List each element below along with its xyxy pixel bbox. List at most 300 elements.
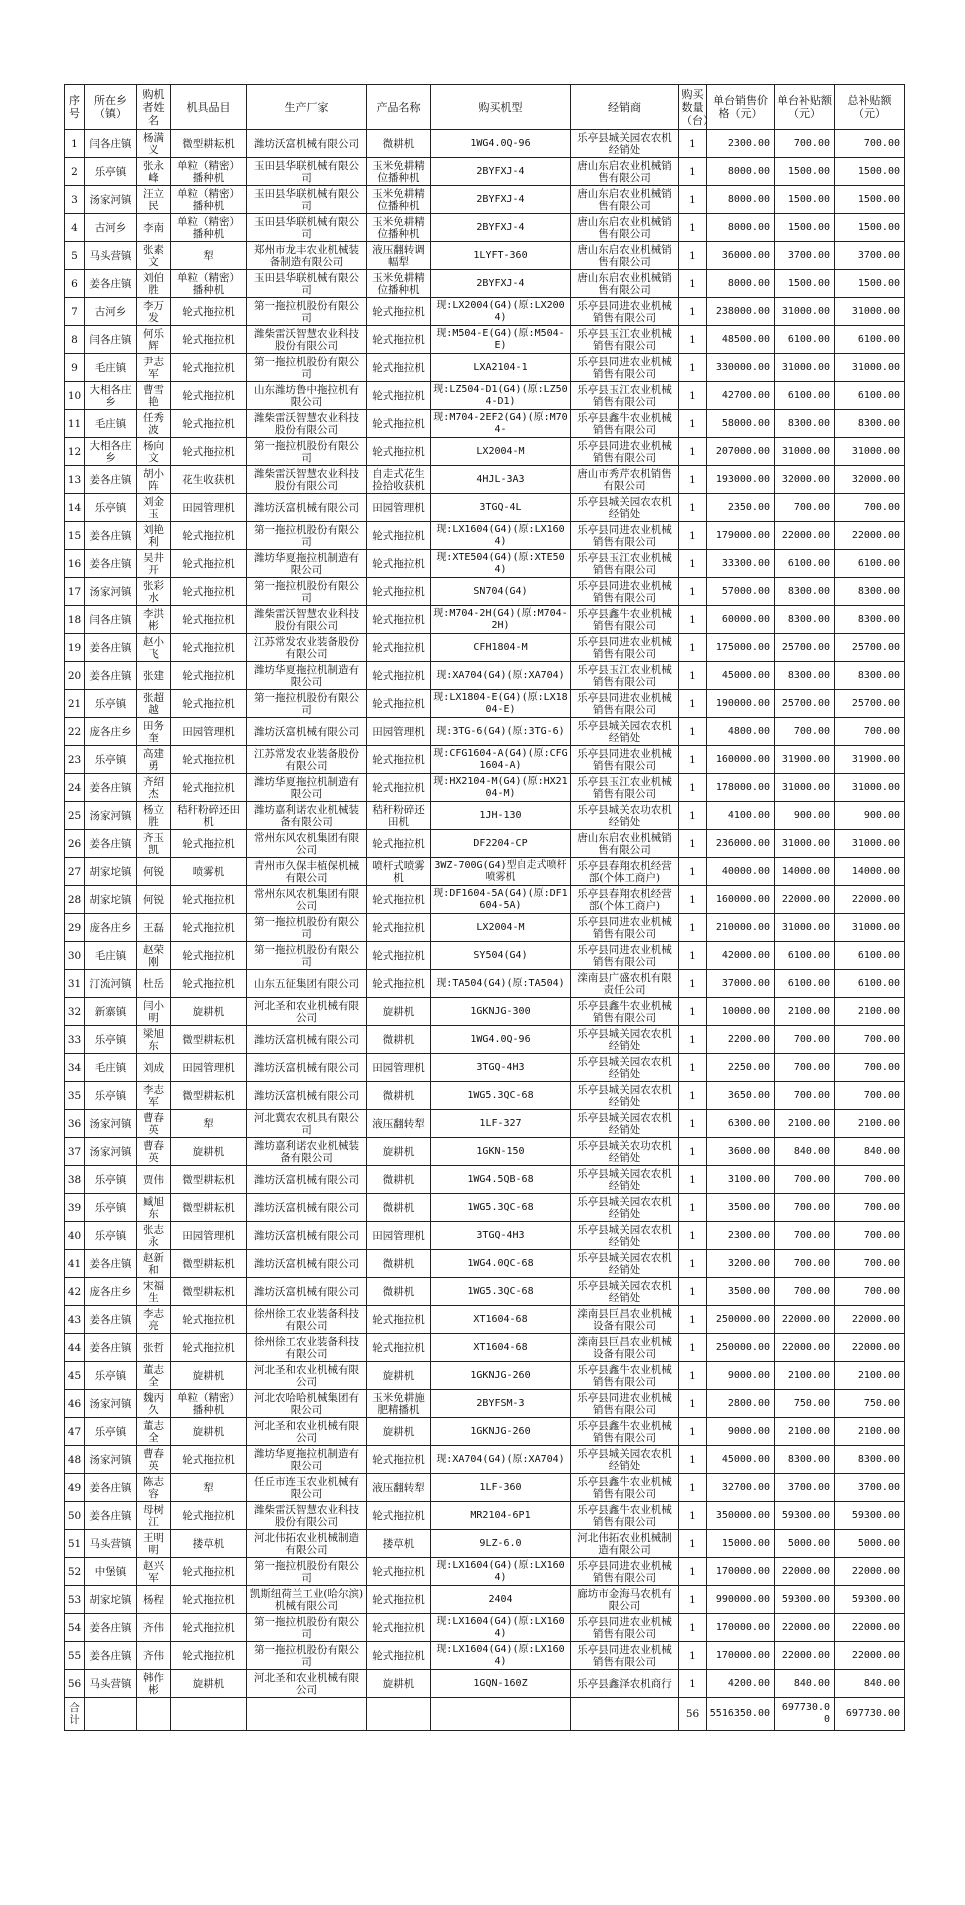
cell-manufacturer: 河北圣和农业机械有限公司: [247, 998, 367, 1026]
cell-unit-price: 57000.00: [707, 578, 775, 606]
subsidy-table: [64, 84, 905, 1731]
cell-total-subsidy: 700.00: [835, 1194, 905, 1222]
cell-index: 25: [65, 802, 85, 830]
cell-total-subsidy: 3700.00: [835, 1474, 905, 1502]
cell-total-subsidy: 6100.00: [835, 326, 905, 354]
cell-unit-price: 6300.00: [707, 1110, 775, 1138]
cell-dealer: 乐亭县玉江农业机械销售有限公司: [571, 774, 679, 802]
cell-quantity: 1: [679, 1558, 707, 1586]
cell-model: 1WG4.0Q-96: [431, 1026, 571, 1054]
cell-product: 轮式拖拉机: [367, 354, 431, 382]
cell-buyer: 刘伯胜: [137, 270, 171, 298]
cell-town: 乐亭镇: [85, 158, 137, 186]
table-row: [65, 354, 905, 382]
cell-product: 轮式拖拉机: [367, 830, 431, 858]
cell-total-subsidy: 22000.00: [835, 1614, 905, 1642]
cell-dealer: 乐亭县城关农功农机经销处: [571, 1138, 679, 1166]
table-row: [65, 466, 905, 494]
table-row: [65, 1586, 905, 1614]
cell-model: 现:LX1604(G4)(原:LX1604): [431, 522, 571, 550]
cell-category: 秸秆粉碎还田机: [171, 802, 247, 830]
cell-product: 液压翻转犁: [367, 1474, 431, 1502]
cell-index: 22: [65, 718, 85, 746]
cell-manufacturer: 第一拖拉机股份有限公司: [247, 438, 367, 466]
cell-town: 闫各庄镇: [85, 326, 137, 354]
table-row: [65, 1166, 905, 1194]
cell-quantity: 1: [679, 1222, 707, 1250]
cell-quantity: 1: [679, 1474, 707, 1502]
cell-category: 犁: [171, 1474, 247, 1502]
cell-category: 旋耕机: [171, 1138, 247, 1166]
cell-model: 1WG5.3QC-68: [431, 1194, 571, 1222]
table-row: [65, 550, 905, 578]
cell-unit-subsidy: 8300.00: [775, 410, 835, 438]
cell-index: 55: [65, 1642, 85, 1670]
cell-dealer: 乐亭县同进农业机械销售有限公司: [571, 746, 679, 774]
cell-product: 轮式拖拉机: [367, 970, 431, 998]
cell-product: 玉米免耕精位播种机: [367, 270, 431, 298]
cell-total-subsidy: 700.00: [835, 494, 905, 522]
cell-total-subsidy: 31000.00: [835, 774, 905, 802]
cell-total-subsidy: 22000.00: [835, 886, 905, 914]
cell-unit-subsidy: 700.00: [775, 718, 835, 746]
cell-quantity: 1: [679, 1586, 707, 1614]
cell-index: 31: [65, 970, 85, 998]
cell-product: 轮式拖拉机: [367, 382, 431, 410]
cell-buyer: 任秀波: [137, 410, 171, 438]
cell-town: 新寨镇: [85, 998, 137, 1026]
cell-manufacturer: 潍坊沃富机械有限公司: [247, 1250, 367, 1278]
cell-total-subsidy: 8300.00: [835, 1446, 905, 1474]
cell-unit-price: 9000.00: [707, 1362, 775, 1390]
table-row: [65, 242, 905, 270]
cell-model: 现:LX2004(G4)(原:LX2004): [431, 298, 571, 326]
cell-quantity: 1: [679, 1642, 707, 1670]
cell-town: 汤家河镇: [85, 186, 137, 214]
cell-index: 29: [65, 914, 85, 942]
cell-index: 49: [65, 1474, 85, 1502]
cell-quantity: 1: [679, 186, 707, 214]
cell-buyer: 曹春英: [137, 1110, 171, 1138]
cell-town: 乐亭镇: [85, 1194, 137, 1222]
cell-product: 轮式拖拉机: [367, 326, 431, 354]
cell-unit-subsidy: 2100.00: [775, 1418, 835, 1446]
cell-quantity: 1: [679, 774, 707, 802]
cell-total-subsidy: 6100.00: [835, 550, 905, 578]
cell-town: 庞各庄乡: [85, 718, 137, 746]
cell-unit-subsidy: 700.00: [775, 1222, 835, 1250]
cell-quantity: 1: [679, 354, 707, 382]
cell-manufacturer: 玉田县华联机械有限公司: [247, 214, 367, 242]
cell-quantity: 1: [679, 326, 707, 354]
cell-dealer: 唐山东启农业机械销售有限公司: [571, 186, 679, 214]
cell-unit-price: 4200.00: [707, 1670, 775, 1698]
cell-town: 乐亭镇: [85, 1082, 137, 1110]
cell-manufacturer: 潍坊嘉利诺农业机械装备有限公司: [247, 802, 367, 830]
header-unit-subsidy: 单台补贴额（元）: [775, 85, 835, 130]
cell-quantity: 1: [679, 606, 707, 634]
cell-index: 53: [65, 1586, 85, 1614]
cell-buyer: 王磊: [137, 914, 171, 942]
table-row: [65, 1194, 905, 1222]
cell-model: 1LYFT-360: [431, 242, 571, 270]
cell-product: 旋耕机: [367, 1670, 431, 1698]
cell-dealer: 乐亭县鑫牛农业机械销售有限公司: [571, 606, 679, 634]
cell-unit-subsidy: 3700.00: [775, 242, 835, 270]
cell-quantity: 1: [679, 1530, 707, 1558]
cell-town: 胡家坨镇: [85, 858, 137, 886]
cell-total-subsidy: 700.00: [835, 130, 905, 158]
cell-category: 犁: [171, 1110, 247, 1138]
cell-product: 旋耕机: [367, 1138, 431, 1166]
cell-buyer: 赵荣刚: [137, 942, 171, 970]
cell-dealer: 滦南县广盛农机有限责任公司: [571, 970, 679, 998]
cell-manufacturer: 河北伟拓农业机械制造有限公司: [247, 1530, 367, 1558]
cell-unit-subsidy: 2100.00: [775, 1362, 835, 1390]
cell-total-subsidy: 22000.00: [835, 1306, 905, 1334]
cell-category: 轮式拖拉机: [171, 1586, 247, 1614]
header-model: 购买机型: [431, 85, 571, 130]
cell-town: 姜各庄镇: [85, 1334, 137, 1362]
cell-model: 现:M704-2EF2(G4)(原:M704-: [431, 410, 571, 438]
cell-buyer: 董志全: [137, 1362, 171, 1390]
cell-unit-subsidy: 8300.00: [775, 606, 835, 634]
cell-buyer: 吴井开: [137, 550, 171, 578]
cell-category: 单粒（精密）播种机: [171, 1390, 247, 1418]
cell-product: 微耕机: [367, 1082, 431, 1110]
cell-total-subsidy: 5000.00: [835, 1530, 905, 1558]
cell-unit-price: 37000.00: [707, 970, 775, 998]
cell-buyer: 母树江: [137, 1502, 171, 1530]
cell-model: 1LF-327: [431, 1110, 571, 1138]
cell-manufacturer: 玉田县华联机械有限公司: [247, 158, 367, 186]
cell-town: 乐亭镇: [85, 690, 137, 718]
cell-index: 7: [65, 298, 85, 326]
cell-total-subsidy: 6100.00: [835, 970, 905, 998]
cell-index: 16: [65, 550, 85, 578]
cell-total-subsidy: 840.00: [835, 1138, 905, 1166]
cell-product: 秸秆粉碎还田机: [367, 802, 431, 830]
cell-index: 33: [65, 1026, 85, 1054]
cell-product: 玉米免耕精位播种机: [367, 214, 431, 242]
header-product: 产品名称: [367, 85, 431, 130]
cell-index: 54: [65, 1614, 85, 1642]
cell-unit-price: 3500.00: [707, 1194, 775, 1222]
cell-buyer: 张超越: [137, 690, 171, 718]
cell-product: 轮式拖拉机: [367, 1642, 431, 1670]
cell-buyer: 魏丙久: [137, 1390, 171, 1418]
cell-dealer: 乐亭县玉江农业机械销售有限公司: [571, 662, 679, 690]
cell-town: 汤家河镇: [85, 1446, 137, 1474]
cell-dealer: 乐亭县春翔农机经营部(个体工商户): [571, 858, 679, 886]
total-label: 合计: [65, 1698, 85, 1731]
cell-unit-price: 33300.00: [707, 550, 775, 578]
cell-manufacturer: 潍坊沃富机械有限公司: [247, 1166, 367, 1194]
cell-index: 32: [65, 998, 85, 1026]
cell-unit-subsidy: 31000.00: [775, 298, 835, 326]
cell-unit-subsidy: 6100.00: [775, 382, 835, 410]
cell-unit-subsidy: 22000.00: [775, 522, 835, 550]
cell-total-subsidy: 8300.00: [835, 662, 905, 690]
cell-unit-subsidy: 840.00: [775, 1138, 835, 1166]
cell-dealer: 乐亭县城关园农农机经销处: [571, 130, 679, 158]
cell-buyer: 李志军: [137, 1082, 171, 1110]
cell-unit-subsidy: 5000.00: [775, 1530, 835, 1558]
cell-manufacturer: 潍坊沃富机械有限公司: [247, 1026, 367, 1054]
cell-quantity: 1: [679, 382, 707, 410]
table-row: [65, 1418, 905, 1446]
cell-product: 田园管理机: [367, 494, 431, 522]
cell-dealer: 乐亭县同进农业机械销售有限公司: [571, 354, 679, 382]
cell-manufacturer: 潍坊沃富机械有限公司: [247, 718, 367, 746]
cell-unit-price: 2300.00: [707, 130, 775, 158]
cell-model: SN704(G4): [431, 578, 571, 606]
cell-buyer: 张素文: [137, 242, 171, 270]
header-index: 序号: [65, 85, 85, 130]
cell-manufacturer: 潍柴雷沃智慧农业科技股份有限公司: [247, 466, 367, 494]
cell-quantity: 1: [679, 578, 707, 606]
table-row: [65, 130, 905, 158]
cell-unit-price: 170000.00: [707, 1614, 775, 1642]
cell-manufacturer: 潍柴雷沃智慧农业科技股份有限公司: [247, 410, 367, 438]
table-row: [65, 1390, 905, 1418]
cell-buyer: 陈志容: [137, 1474, 171, 1502]
cell-product: 玉米免耕施肥精播机: [367, 1390, 431, 1418]
cell-dealer: 乐亭县春翔农机经营部(个体工商户): [571, 886, 679, 914]
cell-category: 轮式拖拉机: [171, 578, 247, 606]
cell-category: 微型耕耘机: [171, 1166, 247, 1194]
cell-buyer: 李南: [137, 214, 171, 242]
cell-product: 轮式拖拉机: [367, 410, 431, 438]
cell-manufacturer: 潍柴雷沃智慧农业科技股份有限公司: [247, 326, 367, 354]
cell-buyer: 杨向文: [137, 438, 171, 466]
cell-manufacturer: 常州东风农机集团有限公司: [247, 886, 367, 914]
cell-unit-price: 32700.00: [707, 1474, 775, 1502]
cell-manufacturer: 第一拖拉机股份有限公司: [247, 690, 367, 718]
cell-dealer: 乐亭县同进农业机械销售有限公司: [571, 1558, 679, 1586]
cell-buyer: 贾伟: [137, 1166, 171, 1194]
cell-quantity: 1: [679, 634, 707, 662]
cell-category: 喷雾机: [171, 858, 247, 886]
cell-quantity: 1: [679, 1110, 707, 1138]
cell-category: 微型耕耘机: [171, 1082, 247, 1110]
cell-manufacturer: 徐州徐工农业装备科技有限公司: [247, 1334, 367, 1362]
cell-town: 大相各庄乡: [85, 382, 137, 410]
cell-quantity: 1: [679, 858, 707, 886]
cell-index: 50: [65, 1502, 85, 1530]
cell-buyer: 齐玉凯: [137, 830, 171, 858]
cell-category: 轮式拖拉机: [171, 1558, 247, 1586]
cell-category: 犁: [171, 242, 247, 270]
cell-model: 2BYFSM-3: [431, 1390, 571, 1418]
cell-unit-subsidy: 700.00: [775, 1054, 835, 1082]
table-row: [65, 1362, 905, 1390]
cell-model: 1GKNJG-260: [431, 1418, 571, 1446]
cell-unit-subsidy: 700.00: [775, 1250, 835, 1278]
cell-town: 汤家河镇: [85, 802, 137, 830]
cell-category: 田园管理机: [171, 1222, 247, 1250]
cell-quantity: 1: [679, 270, 707, 298]
cell-product: 轮式拖拉机: [367, 690, 431, 718]
cell-index: 43: [65, 1306, 85, 1334]
cell-unit-subsidy: 31900.00: [775, 746, 835, 774]
cell-unit-price: 236000.00: [707, 830, 775, 858]
cell-index: 45: [65, 1362, 85, 1390]
cell-quantity: 1: [679, 214, 707, 242]
table-row: [65, 718, 905, 746]
cell-manufacturer: 河北圣和农业机械有限公司: [247, 1362, 367, 1390]
cell-total-subsidy: 31000.00: [835, 830, 905, 858]
cell-manufacturer: 潍坊沃富机械有限公司: [247, 1082, 367, 1110]
cell-quantity: 1: [679, 802, 707, 830]
cell-index: 42: [65, 1278, 85, 1306]
cell-buyer: 张永峰: [137, 158, 171, 186]
cell-quantity: 1: [679, 1670, 707, 1698]
cell-product: 微耕机: [367, 1166, 431, 1194]
total-total-subsidy: 697730.00: [835, 1698, 905, 1731]
cell-unit-subsidy: 6100.00: [775, 970, 835, 998]
cell-dealer: 乐亭县城关园农农机经销处: [571, 1110, 679, 1138]
cell-manufacturer: 第一拖拉机股份有限公司: [247, 578, 367, 606]
cell-manufacturer: 河北农哈哈机械集团有限公司: [247, 1390, 367, 1418]
cell-town: 姜各庄镇: [85, 550, 137, 578]
cell-total-subsidy: 840.00: [835, 1670, 905, 1698]
table-row: [65, 998, 905, 1026]
cell-unit-price: 2350.00: [707, 494, 775, 522]
cell-index: 10: [65, 382, 85, 410]
cell-dealer: 乐亭县同进农业机械销售有限公司: [571, 1642, 679, 1670]
cell-dealer: 乐亭县同进农业机械销售有限公司: [571, 1390, 679, 1418]
cell-unit-subsidy: 22000.00: [775, 1558, 835, 1586]
cell-index: 41: [65, 1250, 85, 1278]
cell-category: 轮式拖拉机: [171, 886, 247, 914]
cell-model: LX2004-M: [431, 438, 571, 466]
cell-dealer: 乐亭县城关园农农机经销处: [571, 1054, 679, 1082]
cell-index: 18: [65, 606, 85, 634]
cell-category: 轮式拖拉机: [171, 550, 247, 578]
cell-category: 旋耕机: [171, 1670, 247, 1698]
cell-model: MR2104-6P1: [431, 1502, 571, 1530]
cell-unit-subsidy: 25700.00: [775, 690, 835, 718]
cell-unit-price: 990000.00: [707, 1586, 775, 1614]
cell-product: 轮式拖拉机: [367, 886, 431, 914]
cell-unit-price: 8000.00: [707, 158, 775, 186]
cell-category: 微型耕耘机: [171, 1194, 247, 1222]
cell-unit-price: 207000.00: [707, 438, 775, 466]
cell-category: 微型耕耘机: [171, 1250, 247, 1278]
cell-index: 15: [65, 522, 85, 550]
cell-unit-price: 170000.00: [707, 1558, 775, 1586]
table-row: [65, 326, 905, 354]
cell-unit-price: 3650.00: [707, 1082, 775, 1110]
cell-quantity: 1: [679, 158, 707, 186]
cell-model: 现:3TG-6(G4)(原:3TG-6): [431, 718, 571, 746]
cell-town: 毛庄镇: [85, 354, 137, 382]
cell-model: SY504(G4): [431, 942, 571, 970]
cell-total-subsidy: 14000.00: [835, 858, 905, 886]
cell-buyer: 尹志军: [137, 354, 171, 382]
cell-index: 6: [65, 270, 85, 298]
cell-index: 52: [65, 1558, 85, 1586]
cell-dealer: 乐亭县鑫牛农业机械销售有限公司: [571, 1502, 679, 1530]
cell-manufacturer: 常州东风农机集团有限公司: [247, 830, 367, 858]
subsidy-document: [64, 84, 904, 1731]
cell-buyer: 杨程: [137, 1586, 171, 1614]
cell-product: 玉米免耕精位播种机: [367, 186, 431, 214]
cell-total-subsidy: 700.00: [835, 1054, 905, 1082]
cell-index: 8: [65, 326, 85, 354]
cell-town: 汤家河镇: [85, 1138, 137, 1166]
cell-dealer: 乐亭县城关园农农机经销处: [571, 1166, 679, 1194]
cell-buyer: 臧旭东: [137, 1194, 171, 1222]
cell-product: 田园管理机: [367, 1054, 431, 1082]
table-row: [65, 298, 905, 326]
cell-total-subsidy: 8300.00: [835, 606, 905, 634]
table-row: [65, 1446, 905, 1474]
table-row: [65, 1502, 905, 1530]
cell-manufacturer: 郑州市龙丰农业机械装备制造有限公司: [247, 242, 367, 270]
cell-category: 轮式拖拉机: [171, 690, 247, 718]
cell-product: 微耕机: [367, 1026, 431, 1054]
cell-town: 庞各庄乡: [85, 1278, 137, 1306]
cell-index: 5: [65, 242, 85, 270]
cell-quantity: 1: [679, 522, 707, 550]
cell-product: 液压翻转犁: [367, 1110, 431, 1138]
cell-quantity: 1: [679, 130, 707, 158]
cell-quantity: 1: [679, 1418, 707, 1446]
cell-unit-subsidy: 32000.00: [775, 466, 835, 494]
cell-product: 轮式拖拉机: [367, 1446, 431, 1474]
cell-buyer: 刘艳利: [137, 522, 171, 550]
cell-quantity: 1: [679, 886, 707, 914]
cell-unit-price: 8000.00: [707, 270, 775, 298]
cell-total-subsidy: 1500.00: [835, 158, 905, 186]
cell-quantity: 1: [679, 1194, 707, 1222]
cell-manufacturer: 第一拖拉机股份有限公司: [247, 1558, 367, 1586]
cell-unit-price: 175000.00: [707, 634, 775, 662]
header-total-subsidy: 总补贴额（元）: [835, 85, 905, 130]
cell-model: 1WG5.3QC-68: [431, 1082, 571, 1110]
cell-buyer: 杨满义: [137, 130, 171, 158]
cell-buyer: 王明明: [137, 1530, 171, 1558]
cell-town: 毛庄镇: [85, 410, 137, 438]
cell-manufacturer: 潍坊华夏拖拉机制造有限公司: [247, 774, 367, 802]
table-row: [65, 970, 905, 998]
cell-product: 田园管理机: [367, 718, 431, 746]
cell-manufacturer: 潍坊华夏拖拉机制造有限公司: [247, 662, 367, 690]
cell-buyer: 高建勇: [137, 746, 171, 774]
cell-index: 56: [65, 1670, 85, 1698]
cell-quantity: 1: [679, 1334, 707, 1362]
cell-quantity: 1: [679, 690, 707, 718]
cell-total-subsidy: 31000.00: [835, 298, 905, 326]
cell-model: 2BYFXJ-4: [431, 214, 571, 242]
cell-model: 1LF-360: [431, 1474, 571, 1502]
cell-unit-subsidy: 2100.00: [775, 998, 835, 1026]
cell-category: 单粒（精密）播种机: [171, 158, 247, 186]
table-row: [65, 858, 905, 886]
cell-category: 轮式拖拉机: [171, 746, 247, 774]
cell-quantity: 1: [679, 1054, 707, 1082]
cell-dealer: 乐亭县同进农业机械销售有限公司: [571, 942, 679, 970]
cell-buyer: 赵新和: [137, 1250, 171, 1278]
cell-town: 中堡镇: [85, 1558, 137, 1586]
cell-index: 9: [65, 354, 85, 382]
cell-total-subsidy: 700.00: [835, 1166, 905, 1194]
cell-quantity: 1: [679, 718, 707, 746]
cell-product: 轮式拖拉机: [367, 1334, 431, 1362]
table-row: [65, 1670, 905, 1698]
